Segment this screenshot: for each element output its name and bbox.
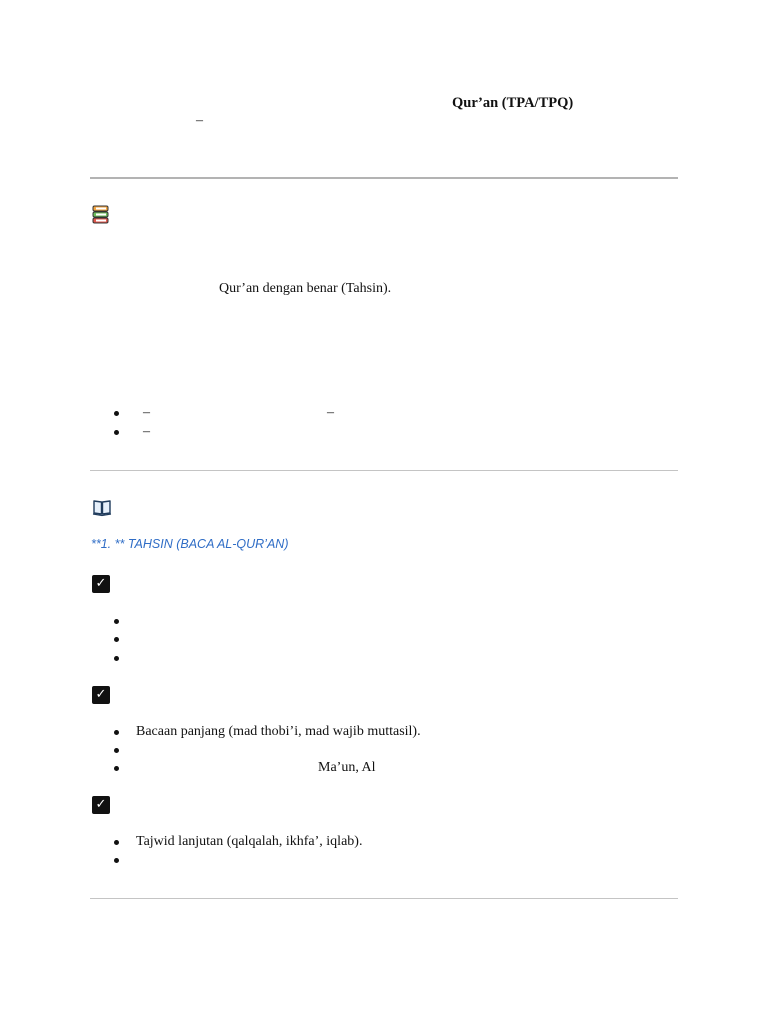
checkbox-icon: ✓: [92, 575, 110, 593]
list-bullet: [114, 748, 119, 753]
divider-middle: [90, 470, 678, 471]
header-title: Qur’an (TPA/TPQ): [452, 95, 574, 111]
list-item-dash: –: [143, 405, 150, 420]
books-icon: [92, 205, 110, 225]
list-bullet: [114, 430, 119, 435]
list-bullet: [114, 858, 119, 863]
divider-top: [90, 177, 678, 179]
list-item-dash: –: [143, 424, 150, 439]
list-bullet: [114, 730, 119, 735]
list-bullet: [114, 766, 119, 771]
header-dash: –: [196, 113, 203, 128]
list-bullet: [114, 411, 119, 416]
list-item-dash: –: [327, 405, 334, 420]
list-item: Ma’un, Al: [318, 760, 376, 775]
divider-bottom: [90, 898, 678, 899]
list-bullet: [114, 656, 119, 661]
list-item: Tajwid lanjutan (qalqalah, ikhfa’, iqlab).: [136, 834, 363, 849]
checkbox-icon: ✓: [92, 796, 110, 814]
list-bullet: [114, 840, 119, 845]
section2-heading: **1. ** TAHSIN (BACA AL-QUR’AN): [91, 537, 289, 551]
section1-body-text: Qur’an dengan benar (Tahsin).: [219, 281, 392, 296]
open-book-icon: [92, 499, 112, 517]
list-bullet: [114, 637, 119, 642]
list-item: Bacaan panjang (mad thobi’i, mad wajib muttasil).: [136, 724, 421, 739]
list-bullet: [114, 619, 119, 624]
checkbox-icon: ✓: [92, 686, 110, 704]
